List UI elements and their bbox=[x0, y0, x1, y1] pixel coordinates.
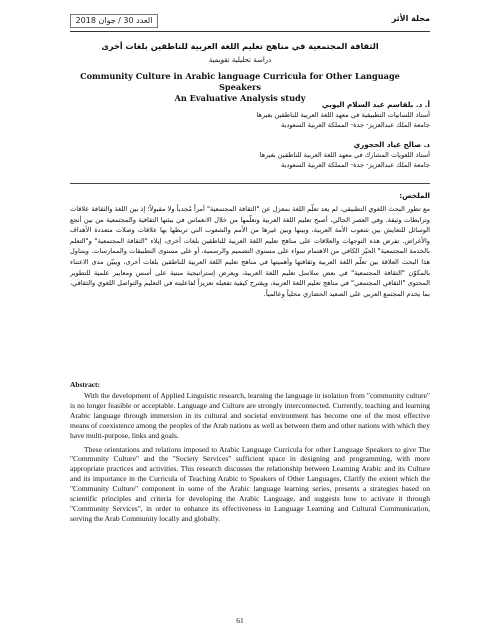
author-name: أ. د. بلقاسم عبد السلام اليوبي bbox=[321, 100, 430, 109]
author-affiliation: أستاذ اللغويات المشارك في معهد اللغة العربية للناطقين بغيرها bbox=[259, 151, 430, 159]
english-title-line: An Evaluative Analysis study bbox=[174, 93, 306, 103]
section-rule bbox=[70, 183, 430, 184]
arabic-abstract-heading: الملخص: bbox=[399, 191, 430, 200]
author-block bbox=[70, 100, 430, 130]
english-title-line: Community Culture in Arabic language Curricula for Other Language Speakers bbox=[80, 71, 400, 92]
author-block bbox=[70, 140, 430, 170]
author-affiliation: جامعة الملك عبدالعزيز- جدة- المملكة العربية السعودية bbox=[280, 161, 430, 169]
arabic-subtitle: دراسة تحليلية تقويمية bbox=[208, 56, 272, 64]
arabic-abstract bbox=[70, 204, 430, 299]
journal-name: مجلة الأثر bbox=[391, 14, 430, 23]
header-rule bbox=[70, 31, 430, 32]
issue-label: العدد 30 / جوان 2018 bbox=[70, 14, 158, 28]
author-affiliation: أستاذ اللسانيات التطبيقية في معهد اللغة العربية للناطقين بغيرها bbox=[256, 111, 430, 119]
author-affiliation: جامعة الملك عبدالعزيز- جدة- المملكة العربية السعودية bbox=[280, 121, 430, 129]
english-abstract bbox=[70, 391, 430, 524]
page-number: 61 bbox=[236, 616, 244, 625]
english-abstract-heading: Abstract: bbox=[70, 380, 100, 389]
arabic-abstract-paragraph: مع تطور البحث اللغوي التطبيقي، لم يعد تعلّم اللغة بمعزل عن "الثقافة المجتمعية" أمراً مُجدياً ولا مقبولاً؛ إذ بين اللغة والثقافة علاقات وترابطات وثيقة. وفي العصر الحالي، أصبح تعليم اللغة العربية وتعلّمها من خلال الانغماس في بيئتها الثقافية والمجتمعية من بين أنجع الوسائل للتعايش بين شعوب الأمة العربية، وبينها وبين غيرها من الأمم والشعوب التي تربطها بها علاقات وصلات متعددة الأهداف والأغراض. تفرض هذه التوجهات والعلاقات على مناهج تعليم اللغة العربية للناطقين بلغات أخرى، إيلاء "الثقافة المجتمعية" و"التعلم بالخدمة المجتمعية" الحيّز الكافي من الاهتمام سواء على مستوى التصميم والرسمية، أو على مستوى التطبيقات والممارسات. ويتناول هذا البحث العلاقة بين تعلّم اللغة العربية وثقافتها وأهميتها في مناهج تعليم اللغة العربية للناطقين بلغات أخرى، ويبيّن مدى الاعتناء بالمكوّن "الثقافة المجتمعية" في بعض سلاسل تعليم اللغة العربية، ويعرض إستراتيجية مبنية على أسس ومعايير علمية للتطوير المحتوى "الثقافي المجتمعي" في مناهج تعليم اللغة العربية، ويقترح كيفية تفعيله تعزيزاً لفاعليته في التعليم والتواصل اللغوي والثقافي، بما يخدم المجتمع العربي على الصعيد الحضاري محلياً وعالمياً. bbox=[70, 205, 430, 298]
running-header bbox=[70, 14, 430, 28]
english-abstract-paragraph: These orientations and relations imposed to Arabic Language Curricula for other Language Speakers to give The "Community Culture" and the "Society Services" sufficient space in designing and programming, with more appropriate practices and activities. This research discusses the relationship between Learning Arabic and its Culture and its importance in the Curricula of Teaching Arabic to Speakers of Other Languages, Clarify the extent which the "Community Culture" component in some of the Arabic language learning series, presents a strategies based on scientific principles and criteria for developing the Arabic Language, and suggests how to activate it through "Community Services", in order to enhance its effectiveness in Language Learning and Cultural Communication, serving the Arab Community locally and globally. bbox=[70, 444, 430, 523]
arabic-title: الثقافة المجتمعية في مناهج تعليم اللغة العربية للناطقين بلغات أخرى bbox=[101, 41, 379, 51]
author-name: د. صالح عياد الحجوري bbox=[353, 140, 430, 149]
english-abstract-paragraph: With the development of Applied Linguistic research, learning the language in isolation from "community culture" is no longer feasible or acceptable. Language and Culture are strongly interconnected. Currently, teaching and learning Arabic language through immersion in its cultural and societal environment has become one of the most effective means of coexistence among the peoples of the Arab nations as well as between them and other nations with which they have multi-purpose, links and goals. bbox=[70, 391, 430, 440]
